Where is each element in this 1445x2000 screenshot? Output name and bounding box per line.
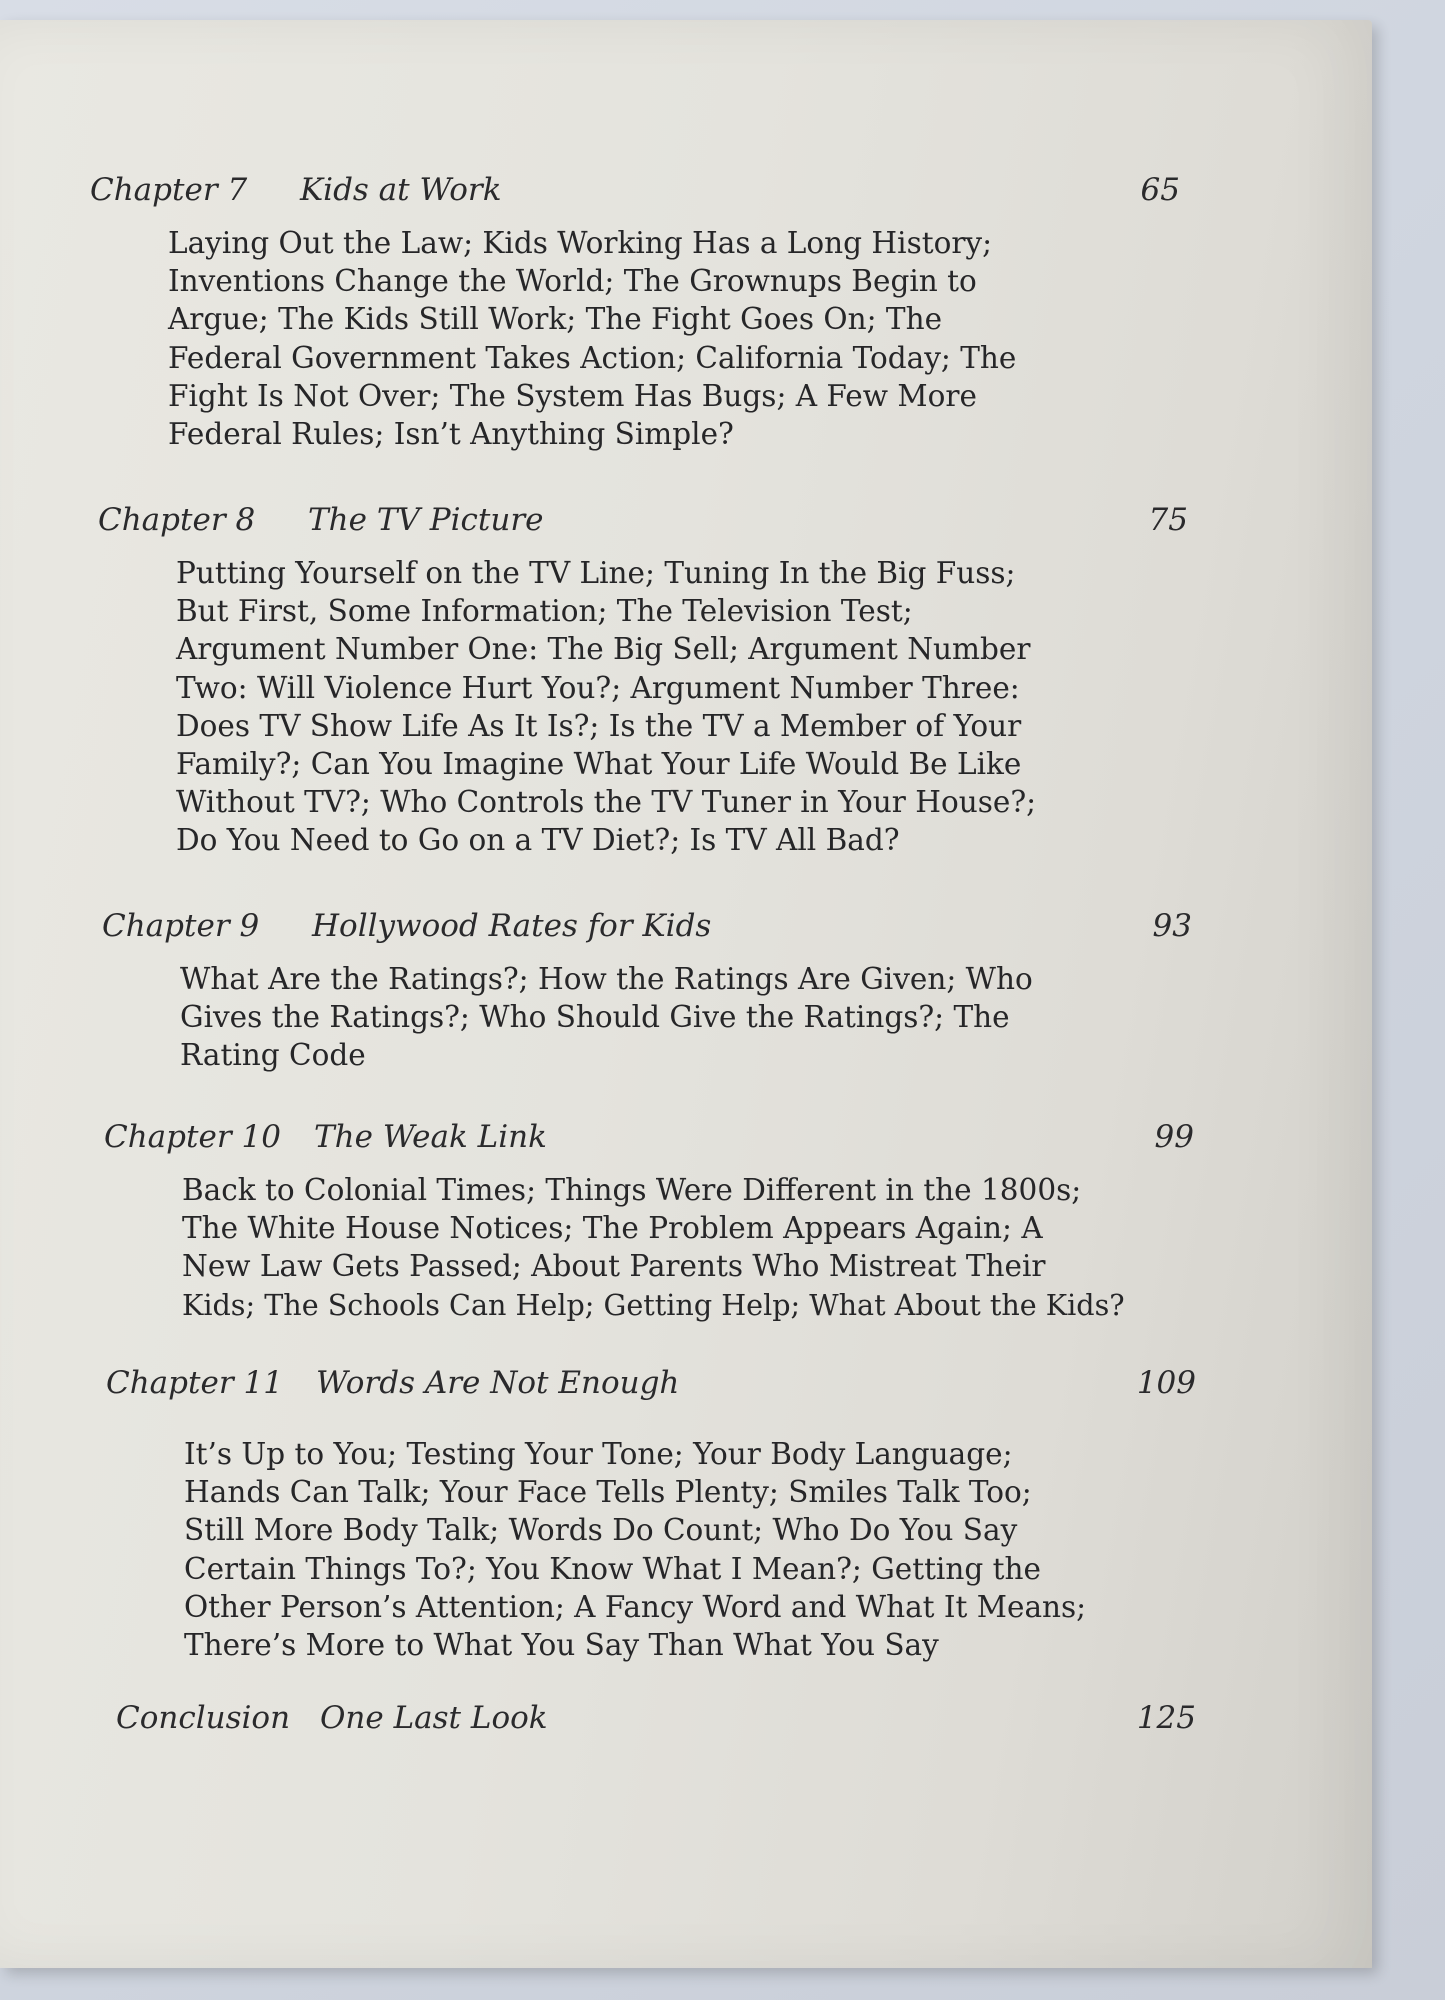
chapter-heading (90, 172, 1180, 208)
summary-line: But First, Some Information; The Television Test; (176, 594, 913, 629)
chapter-title: The Weak Link (314, 1119, 547, 1155)
chapter-title: The TV Picture (308, 502, 544, 538)
chapter-summary (176, 554, 1196, 860)
chapter-label: Chapter 10 (104, 1119, 281, 1155)
toc-entry-chapter-9 (102, 908, 1200, 1075)
chapter-heading (98, 502, 1188, 538)
page-number: 65 (1140, 172, 1180, 208)
toc-entry-chapter-10 (104, 1119, 1292, 1324)
summary-line: It’s Up to You; Testing Your Tone; Your Body Language; (184, 1437, 1013, 1471)
page-number: 125 (1136, 1700, 1196, 1736)
summary-line: Two: Will Violence Hurt You?; Argument Number Three: (176, 670, 1020, 705)
page-number: 109 (1136, 1365, 1196, 1401)
summary-line: Federal Rules; Isn’t Anything Simple? (168, 417, 734, 452)
summary-line: Other Person’s Attention; A Fancy Word and What It Means; (184, 1589, 1087, 1624)
summary-line: Putting Yourself on the TV Line; Tuning In the Big Fuss; (176, 556, 1016, 590)
book-page (0, 20, 1372, 1968)
chapter-title: Hollywood Rates for Kids (312, 908, 712, 944)
chapter-heading (104, 1119, 1194, 1155)
toc-entry-conclusion (116, 1700, 1196, 1736)
chapter-summary (182, 1171, 1292, 1324)
chapter-summary (168, 224, 1188, 453)
page-number: 75 (1148, 502, 1188, 538)
summary-line: Argument Number One: The Big Sell; Argument Number (176, 632, 1031, 667)
toc-entry-chapter-7 (90, 172, 1188, 453)
summary-line: Hands Can Talk; Your Face Tells Plenty; Smiles Talk Too; (184, 1475, 1032, 1510)
chapter-summary (184, 1435, 1204, 1664)
summary-line: Does TV Show Life As It Is?; Is the TV a Member of Your (176, 708, 1022, 743)
summary-line: Do You Need to Go on a TV Diet?; Is TV All Bad? (176, 823, 900, 858)
summary-line: Still More Body Talk; Words Do Count; Who Do You Say (184, 1513, 1018, 1548)
chapter-title: Kids at Work (300, 172, 502, 208)
summary-line: Kids; The Schools Can Help; Getting Help; What About the Kids? (182, 1287, 1125, 1322)
summary-line: Argue; The Kids Still Work; The Fight Goes On; The (168, 302, 943, 337)
page-number: 93 (1152, 908, 1192, 944)
summary-line: Gives the Ratings?; Who Should Give the Ratings?; The (180, 1000, 1010, 1035)
summary-line: There’s More to What You Say Than What You Say (184, 1628, 939, 1663)
summary-line: Family?; Can You Imagine What Your Life Would Be Like (176, 747, 1022, 782)
chapter-heading (106, 1365, 1196, 1401)
chapter-label: Conclusion (116, 1700, 291, 1736)
summary-line: What Are the Ratings?; How the Ratings Are Given; Who (180, 962, 1033, 996)
page-number: 99 (1154, 1119, 1194, 1155)
chapter-title: Words Are Not Enough (316, 1365, 680, 1401)
summary-line: Federal Government Takes Action; California Today; The (168, 340, 1017, 375)
chapter-label: Chapter 11 (106, 1365, 283, 1401)
chapter-label: Chapter 7 (90, 172, 248, 208)
chapter-label: Chapter 9 (102, 908, 260, 944)
summary-line: New Law Gets Passed; About Parents Who Mistreat Their (182, 1249, 1046, 1284)
chapter-heading (102, 908, 1192, 944)
summary-line: Rating Code (180, 1038, 366, 1073)
summary-line: Fight Is Not Over; The System Has Bugs; A Few More (168, 378, 977, 413)
toc-entry-chapter-8 (98, 502, 1196, 860)
summary-line: Laying Out the Law; Kids Working Has a Long History; (168, 226, 993, 260)
summary-line: Certain Things To?; You Know What I Mean?; Getting the (184, 1551, 1041, 1586)
summary-line: Inventions Change the World; The Grownups Begin to (168, 264, 977, 299)
chapter-label: Chapter 8 (98, 502, 256, 538)
chapter-heading (116, 1700, 1196, 1736)
chapter-title: One Last Look (320, 1700, 548, 1736)
summary-line: Back to Colonial Times; Things Were Different in the 1800s; (182, 1173, 1082, 1207)
chapter-summary (180, 960, 1200, 1075)
summary-line: The White House Notices; The Problem Appears Again; A (182, 1211, 1043, 1246)
summary-line: Without TV?; Who Controls the TV Tuner in Your House?; (176, 785, 1037, 820)
toc-entry-chapter-11 (106, 1365, 1204, 1664)
